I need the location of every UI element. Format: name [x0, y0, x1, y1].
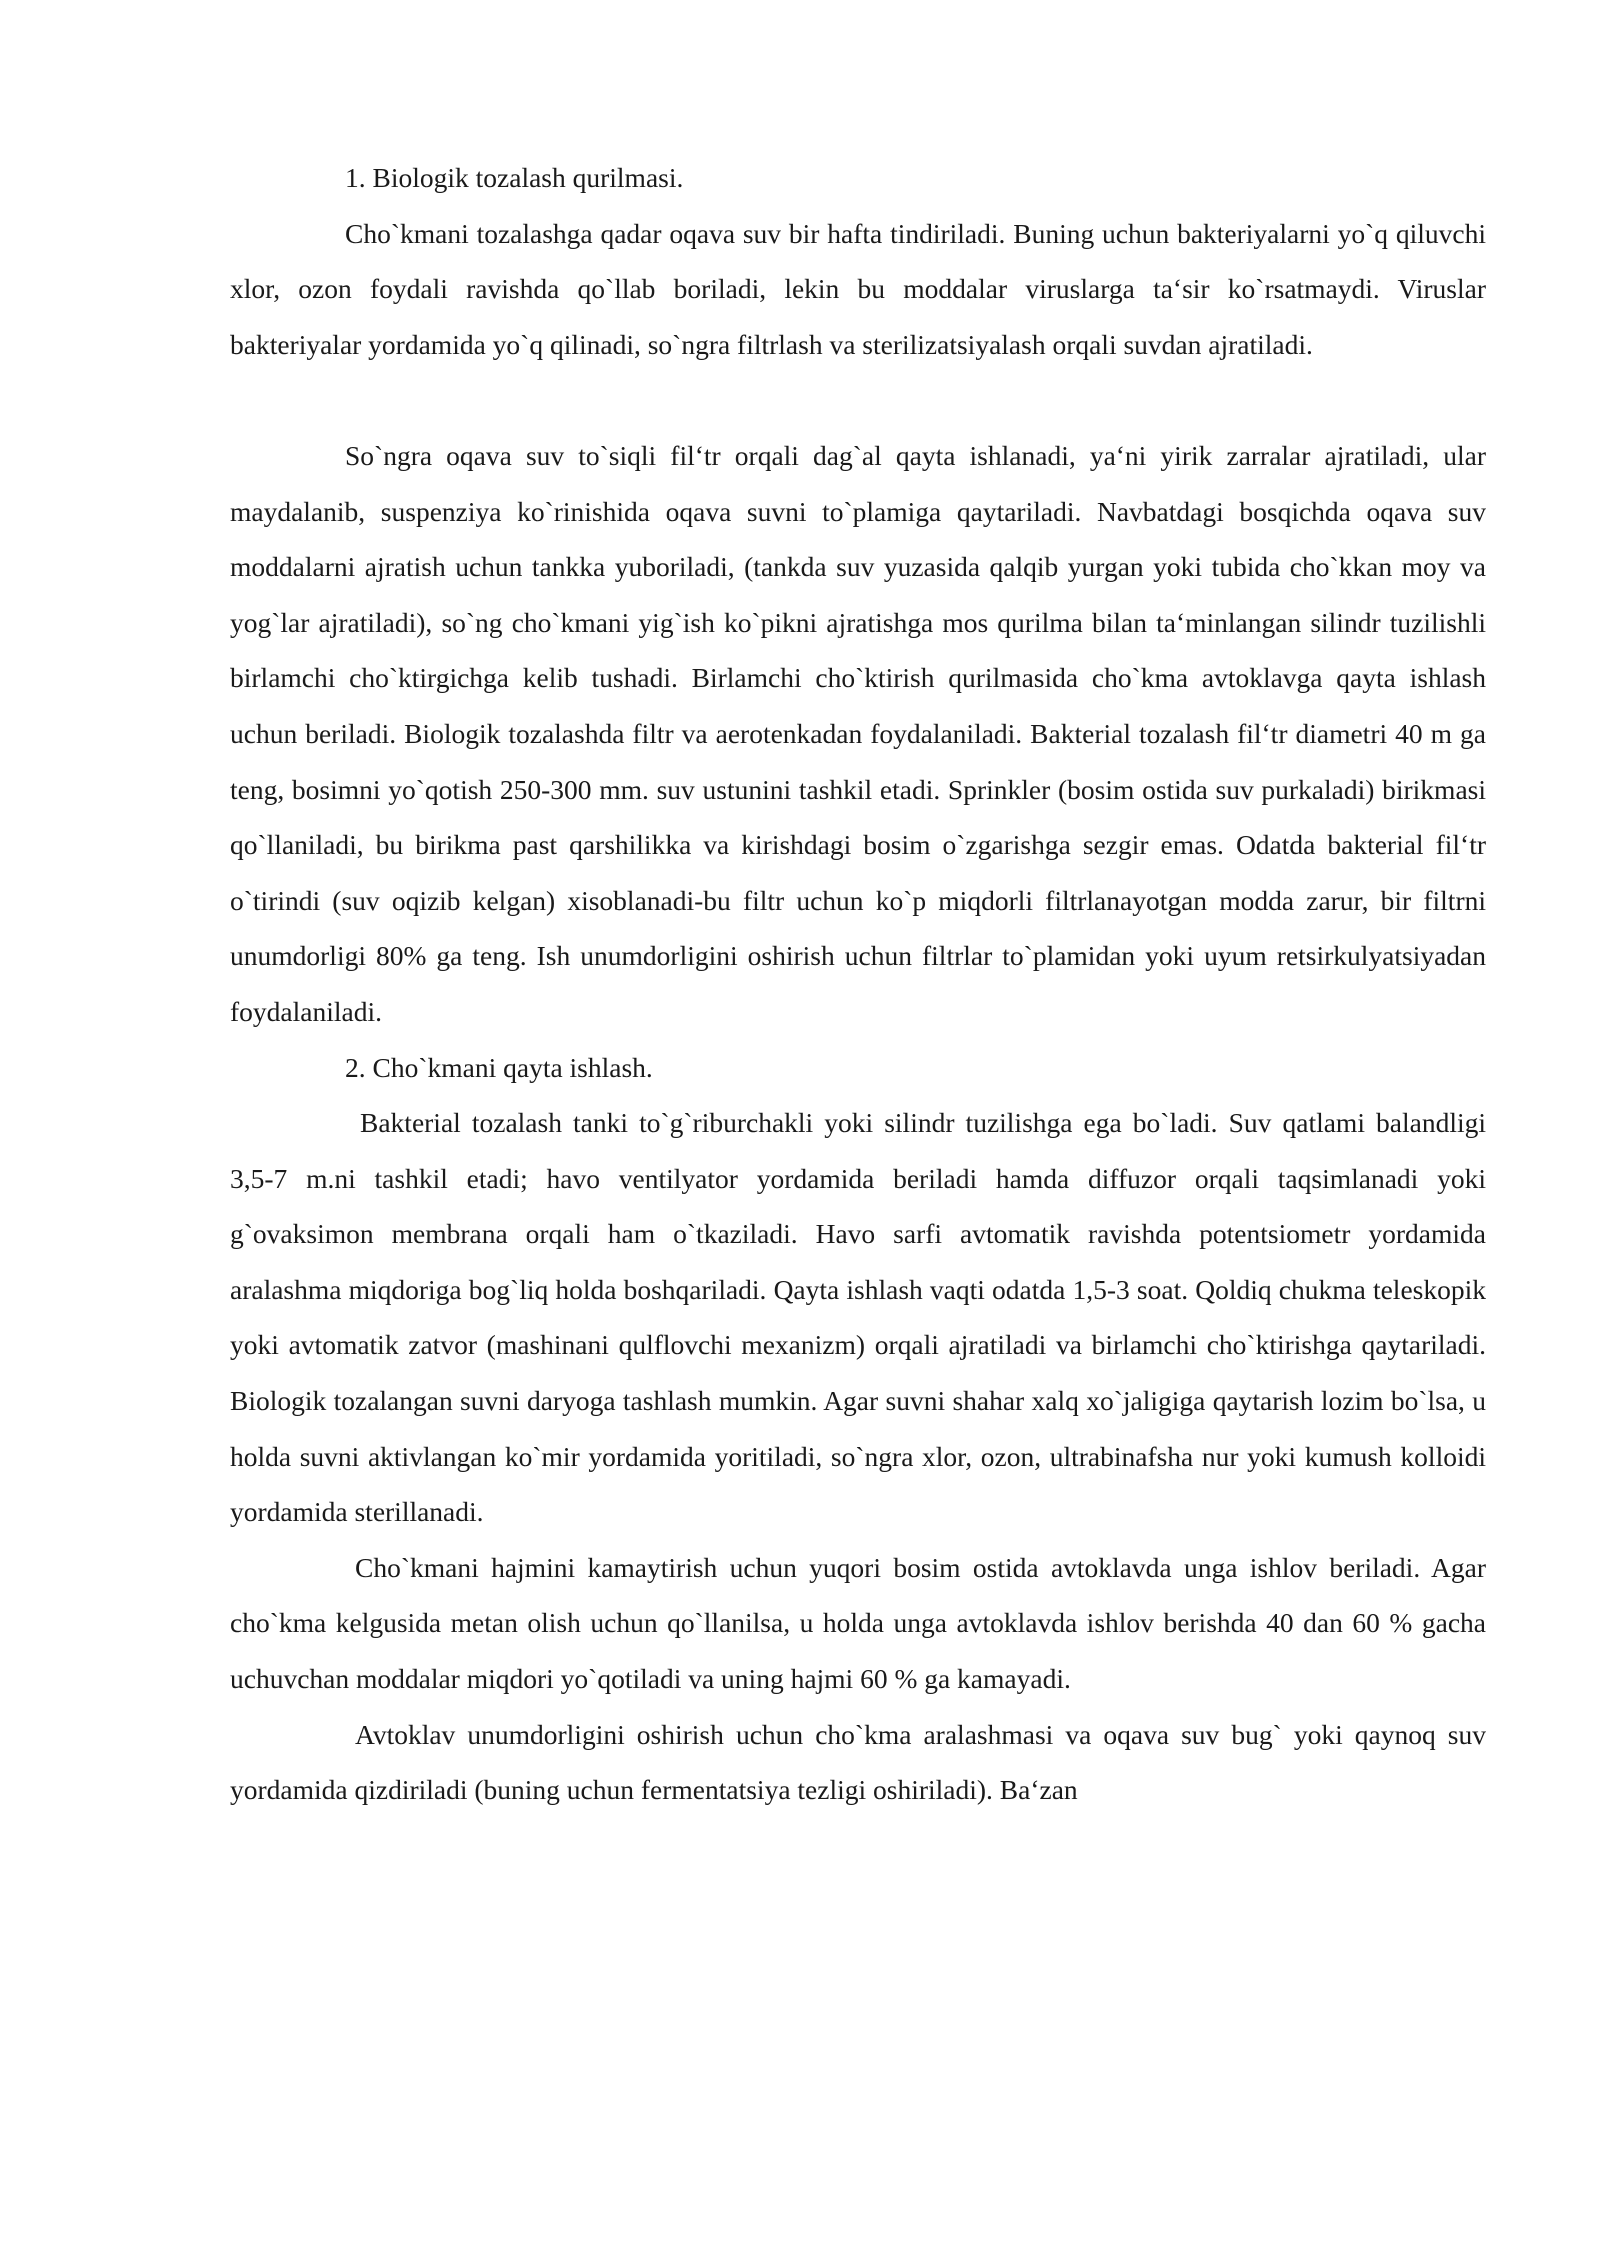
paragraph-autoclave-volume: Cho`kmani hajmini kamaytirish uchun yuqori bosim ostida avtoklavda unga ishlov beriladi. Agar cho`kma kelgusida metan olish uchun qo`llanilsa, u holda unga avtoklavda ishlov berishda 40 dan 60 % gacha uchuvchan moddalar miqdori yo`qotiladi va uning hajmi 60 % ga kamayadi.: [230, 1551, 1486, 1695]
section-heading-sludge-processing: 2. Cho`kmani qayta ishlash.: [345, 1051, 653, 1083]
blank-line: [230, 372, 1486, 428]
paragraph-filtration: So`ngra oqava suv to`siqli fil‘tr orqali dag`al qayta ishlanadi, ya‘ni yirik zarralar ajratiladi, ular maydalanib, suspenziya ko`rinishida oqava suvni to`plamiga qaytariladi. Navbatdagi bosqichda oqava suv moddalarni ajratish uchun tankka yuboriladi, (tankda suv yuzasida qalqib yurgan yoki tubida cho`kkan moy va yog`lar ajratiladi), so`ng cho`kmani yig`ish ko`pikni ajratishga mos qurilma bilan ta‘minlangan silindr tuzilishli birlamchi cho`ktirgichga kelib tushadi. Birlamchi cho`ktirish qurilmasida cho`kma avtoklavga qayta ishlash uchun beriladi. Biologik tozalashda filtr va aerotenkadan foydalaniladi. Bakterial tozalash fil‘tr diametri 40 m ga teng, bosimni yo`qotish 250-300 mm. suv ustunini tashkil etadi. Sprinkler (bosim ostida suv purkaladi) birikmasi qo`llaniladi, bu birikma past qarshilikka va kirishdagi bosim o`zgarishga sezgir emas. Odatda bakterial fil‘tr o`tirindi (suv oqizib kelgan) xisoblanadi-bu filtr uchun ko`p miqdorli filtrlanayotgan modda zarur, bir filtrni unumdorligi 80% ga teng. Ish unumdorligini oshirish uchun filtrlar to`plamidan yoki uyum retsirkulyatsiyadan foydalaniladi.: [230, 439, 1486, 1027]
document-body: [230, 150, 1486, 1818]
paragraph-autoclave-efficiency: Avtoklav unumdorligini oshirish uchun cho`kma aralashmasi va oqava suv bug` yoki qaynoq suv yordamida qizdiriladi (buning uchun fermentatsiya tezligi oshiriladi). Ba‘zan: [230, 1718, 1486, 1806]
paragraph-settling: Cho`kmani tozalashga qadar oqava suv bir hafta tindiriladi. Buning uchun bakteriyalarni yo`q qiluvchi xlor, ozon foydali ravishda qo`llab boriladi, lekin bu moddalar viruslarga ta‘sir ko`rsatmaydi. Viruslar bakteriyalar yordamida yo`q qilinadi, so`ngra filtrlash va sterilizatsiyalash orqali suvdan ajratiladi.: [230, 217, 1486, 360]
section-heading-biological-treatment: 1. Biologik tozalash qurilmasi.: [345, 162, 684, 193]
paragraph-bacterial-tank: Bakterial tozalash tanki to`g`riburchakli yoki silindr tuzilishga ega bo`ladi. Suv qatlami balandligi 3,5-7 m.ni tashkil etadi; havo ventilyator yordamida beriladi hamda diffuzor orqali taqsimlanadi yoki g`ovaksimon membrana orqali ham o`tkaziladi. Havo sarfi avtomatik ravishda potentsiometr yordamida aralashma miqdoriga bog`liq holda boshqariladi. Qayta ishlash vaqti odatda 1,5-3 soat. Qoldiq chukma teleskopik yoki avtomatik zatvor (mashinani qulflovchi mexanizm) orqali ajratiladi va birlamchi cho`ktirishga qaytariladi. Biologik tozalangan suvni daryoga tashlash mumkin. Agar suvni shahar xalq xo`jaligiga qaytarish lozim bo`lsa, u holda suvni aktivlangan ko`mir yordamida yoritiladi, so`ngra xlor, ozon, ultrabinafsha nur yoki kumush kolloidi yordamida sterillanadi.: [230, 1107, 1486, 1528]
